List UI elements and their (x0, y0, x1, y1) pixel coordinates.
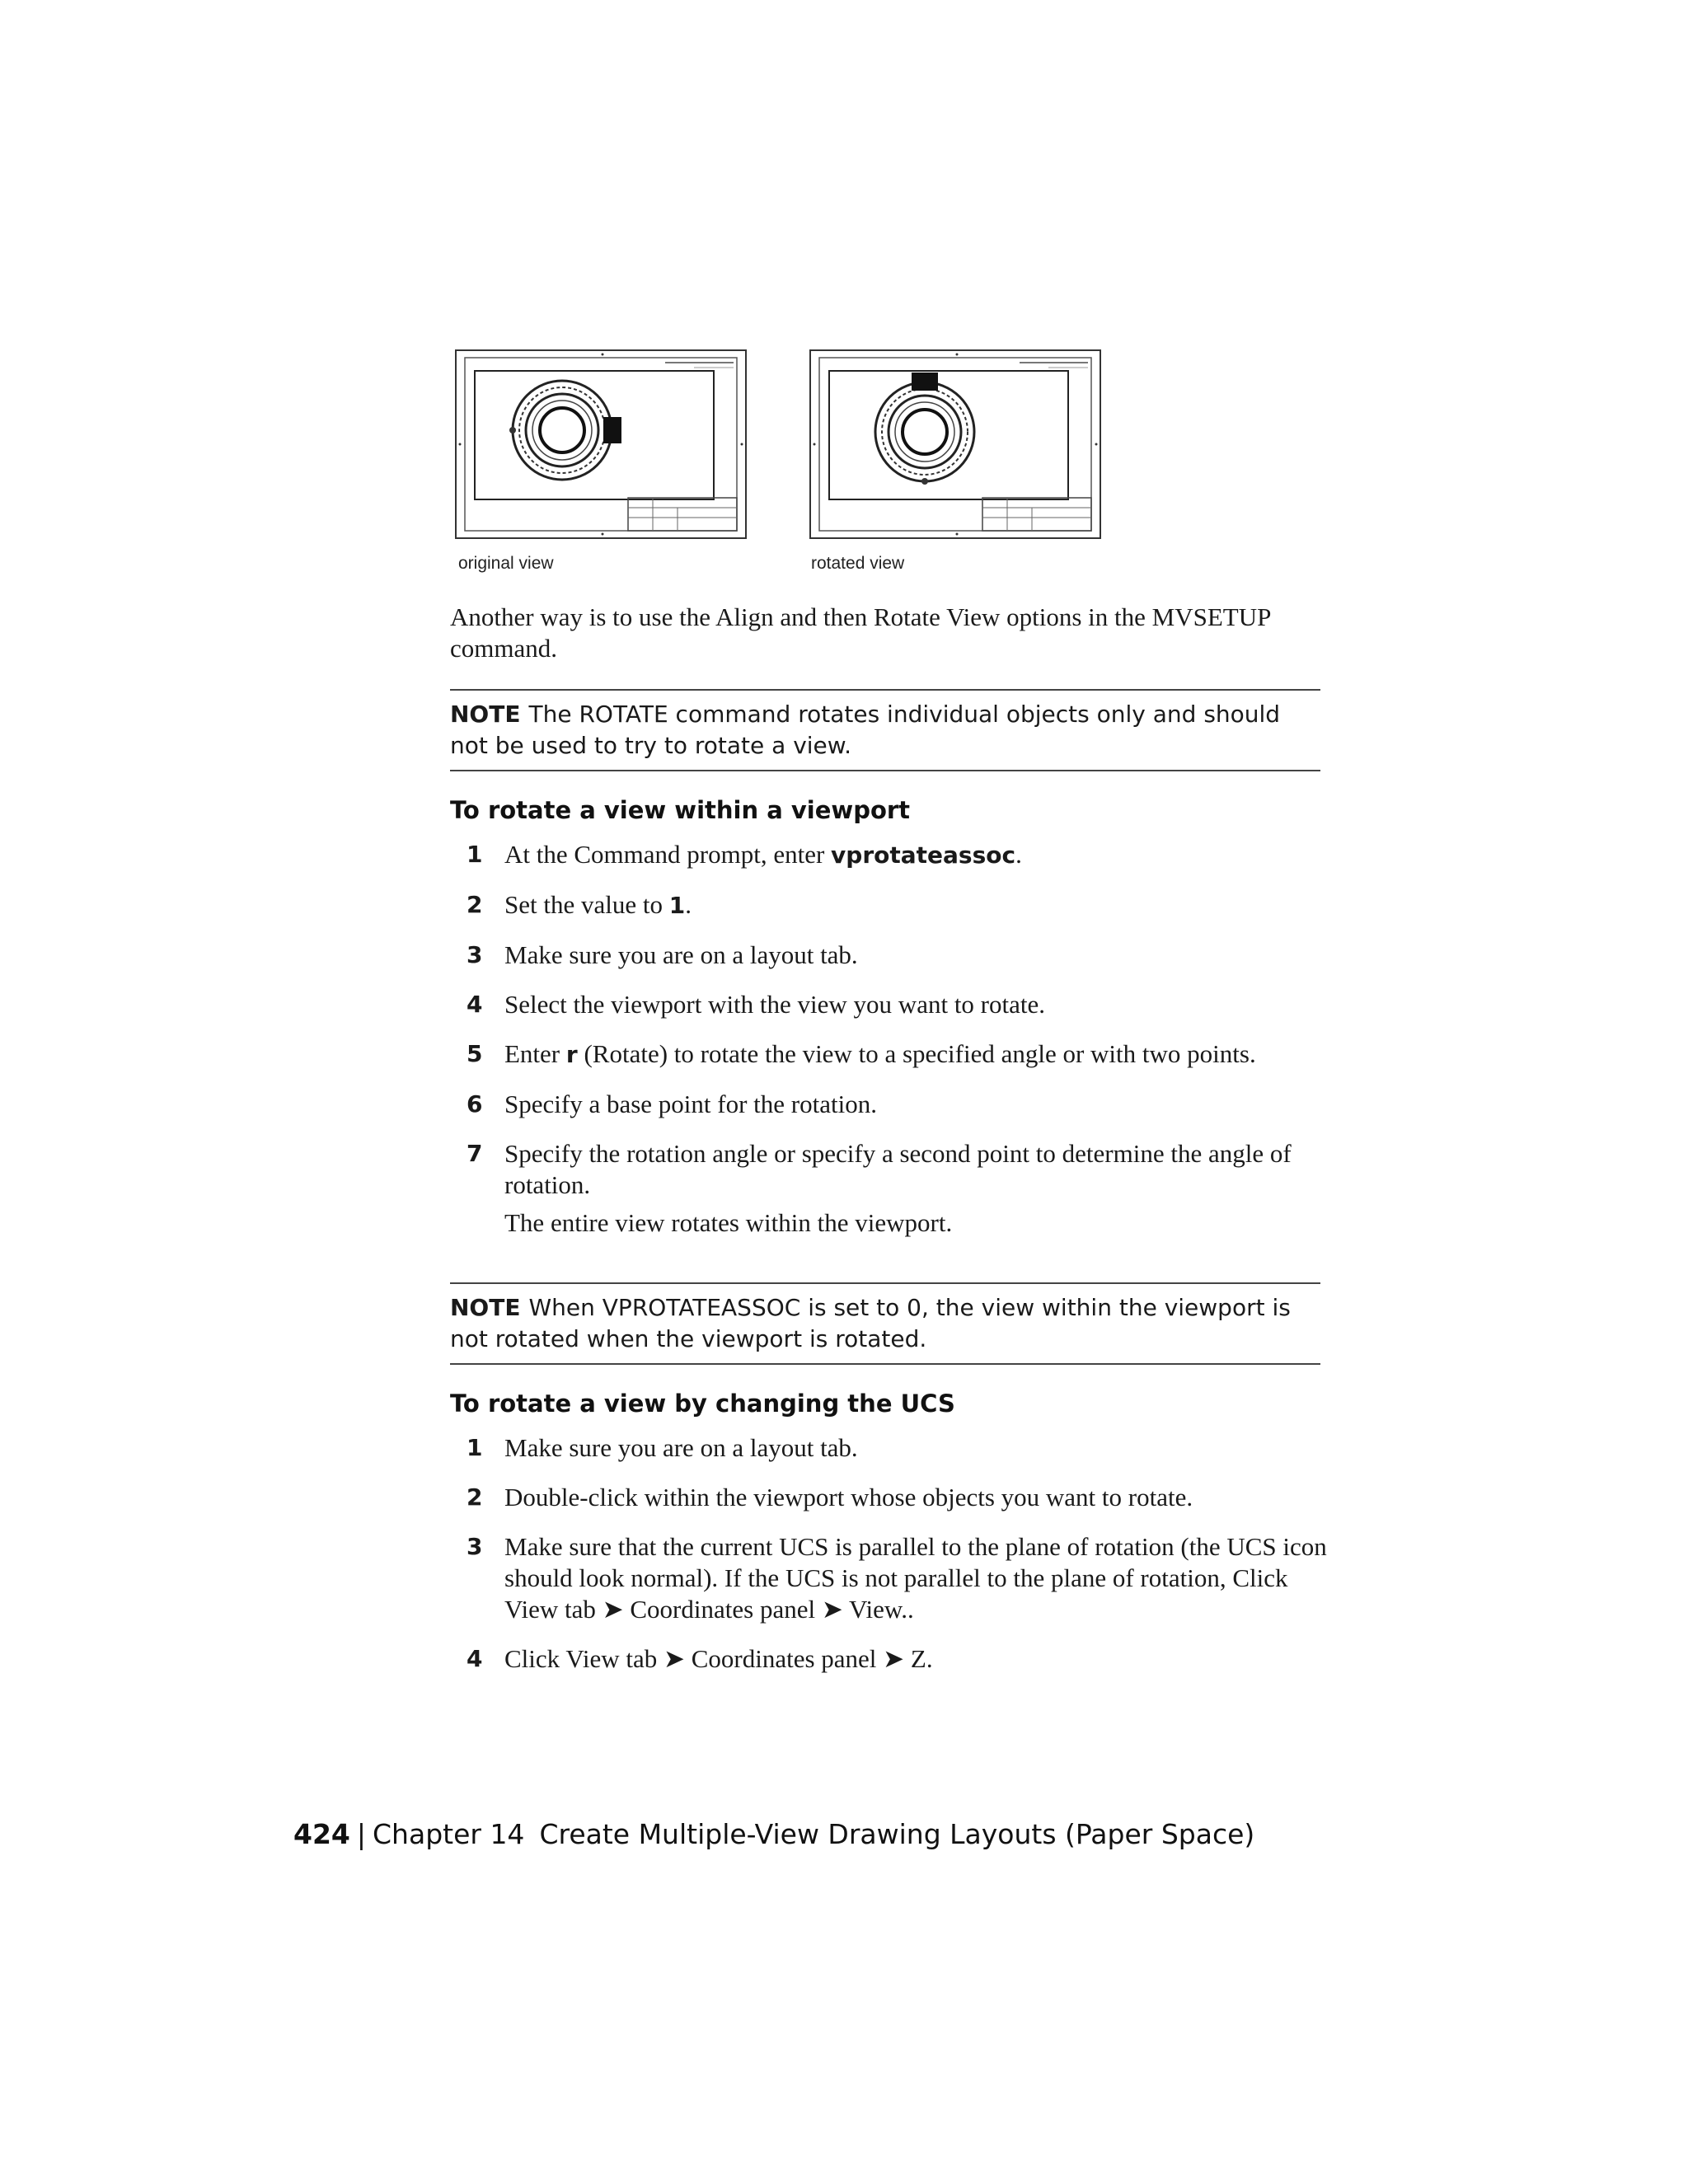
note-label: NOTE (450, 1294, 521, 1321)
step-number: 4 (467, 1645, 483, 1672)
list-item (450, 940, 1329, 971)
step-result: The entire view rotates within the viewport. (504, 1208, 953, 1237)
list-item (450, 1089, 1329, 1120)
step-text: Enter (504, 1039, 566, 1068)
original-view-caption: original view (458, 554, 554, 573)
step-text: Click View tab ➤ Coordinates panel ➤ Z. (504, 1644, 933, 1673)
step-text: Make sure that the current UCS is parallel to the plane of rotation (the UCS icon should look normal). If the UCS is not parallel to the plane of rotation, Click View tab ➤ Coordinates panel ➤ View.. (504, 1532, 1327, 1624)
step-number: 4 (467, 991, 483, 1018)
step-number: 3 (467, 941, 483, 968)
step-command: 1 (668, 892, 686, 919)
footer-separator: | (356, 1818, 367, 1850)
step-command: r (565, 1041, 578, 1068)
step-number: 5 (467, 1040, 483, 1067)
page-number: 424 (293, 1818, 350, 1850)
list-item (450, 1038, 1329, 1071)
step-text: At the Command prompt, enter (504, 840, 832, 869)
chapter-label: Chapter 14 (373, 1818, 525, 1850)
step-text: Select the viewport with the view you want to rotate. (504, 990, 1045, 1019)
figure (455, 349, 1106, 588)
list-item (450, 1531, 1329, 1625)
step-number: 1 (467, 1434, 483, 1461)
note-text: When VPROTATEASSOC is set to 0, the view within the viewport is not rotated when the viewport is rotated. (450, 1294, 1291, 1352)
step-number: 1 (467, 841, 483, 868)
step-text: Make sure you are on a layout tab. (504, 940, 858, 969)
rotated-view-caption: rotated view (811, 554, 905, 573)
step-number: 6 (467, 1090, 483, 1118)
step-number: 7 (467, 1140, 483, 1167)
steps-list (450, 839, 1329, 1239)
list-item (450, 889, 1329, 921)
list-item (450, 1643, 1329, 1675)
list-item (450, 839, 1329, 871)
step-text-end: (Rotate) to rotate the view to a specified angle or with two points. (577, 1039, 1256, 1068)
page-footer (293, 1818, 1254, 1850)
note-label: NOTE (450, 701, 521, 728)
intro-paragraph: Another way is to use the Align and then Rotate View options in the MVSETUP command. (450, 602, 1271, 663)
section-heading: To rotate a view within a viewport (450, 796, 911, 824)
list-item (450, 989, 1329, 1020)
chapter-title: Create Multiple-View Drawing Layouts (Paper Space) (539, 1818, 1255, 1850)
step-text: Double-click within the viewport whose objects you want to rotate. (504, 1483, 1193, 1511)
step-text-end: . (1015, 840, 1022, 869)
note-box (450, 689, 1320, 771)
steps-list (450, 1432, 1329, 1675)
step-text-end: . (685, 890, 692, 919)
list-item (450, 1432, 1329, 1464)
step-number: 2 (467, 891, 483, 918)
step-text: Specify a base point for the rotation. (504, 1090, 877, 1118)
note-text: The ROTATE command rotates individual objects only and should not be used to try to rotate a view. (450, 701, 1281, 759)
note-box (450, 1282, 1320, 1365)
list-item (450, 1482, 1329, 1513)
list-item (450, 1138, 1329, 1239)
step-text: Specify the rotation angle or specify a second point to determine the angle of rotation. (504, 1139, 1292, 1199)
step-command: vprotateassoc (831, 841, 1016, 869)
step-number: 3 (467, 1533, 483, 1560)
section-heading: To rotate a view by changing the UCS (450, 1390, 955, 1418)
rotated-view-image (809, 349, 1101, 539)
step-text: Make sure you are on a layout tab. (504, 1433, 858, 1462)
original-view-image (455, 349, 747, 539)
step-number: 2 (467, 1483, 483, 1511)
step-text: Set the value to (504, 890, 669, 919)
